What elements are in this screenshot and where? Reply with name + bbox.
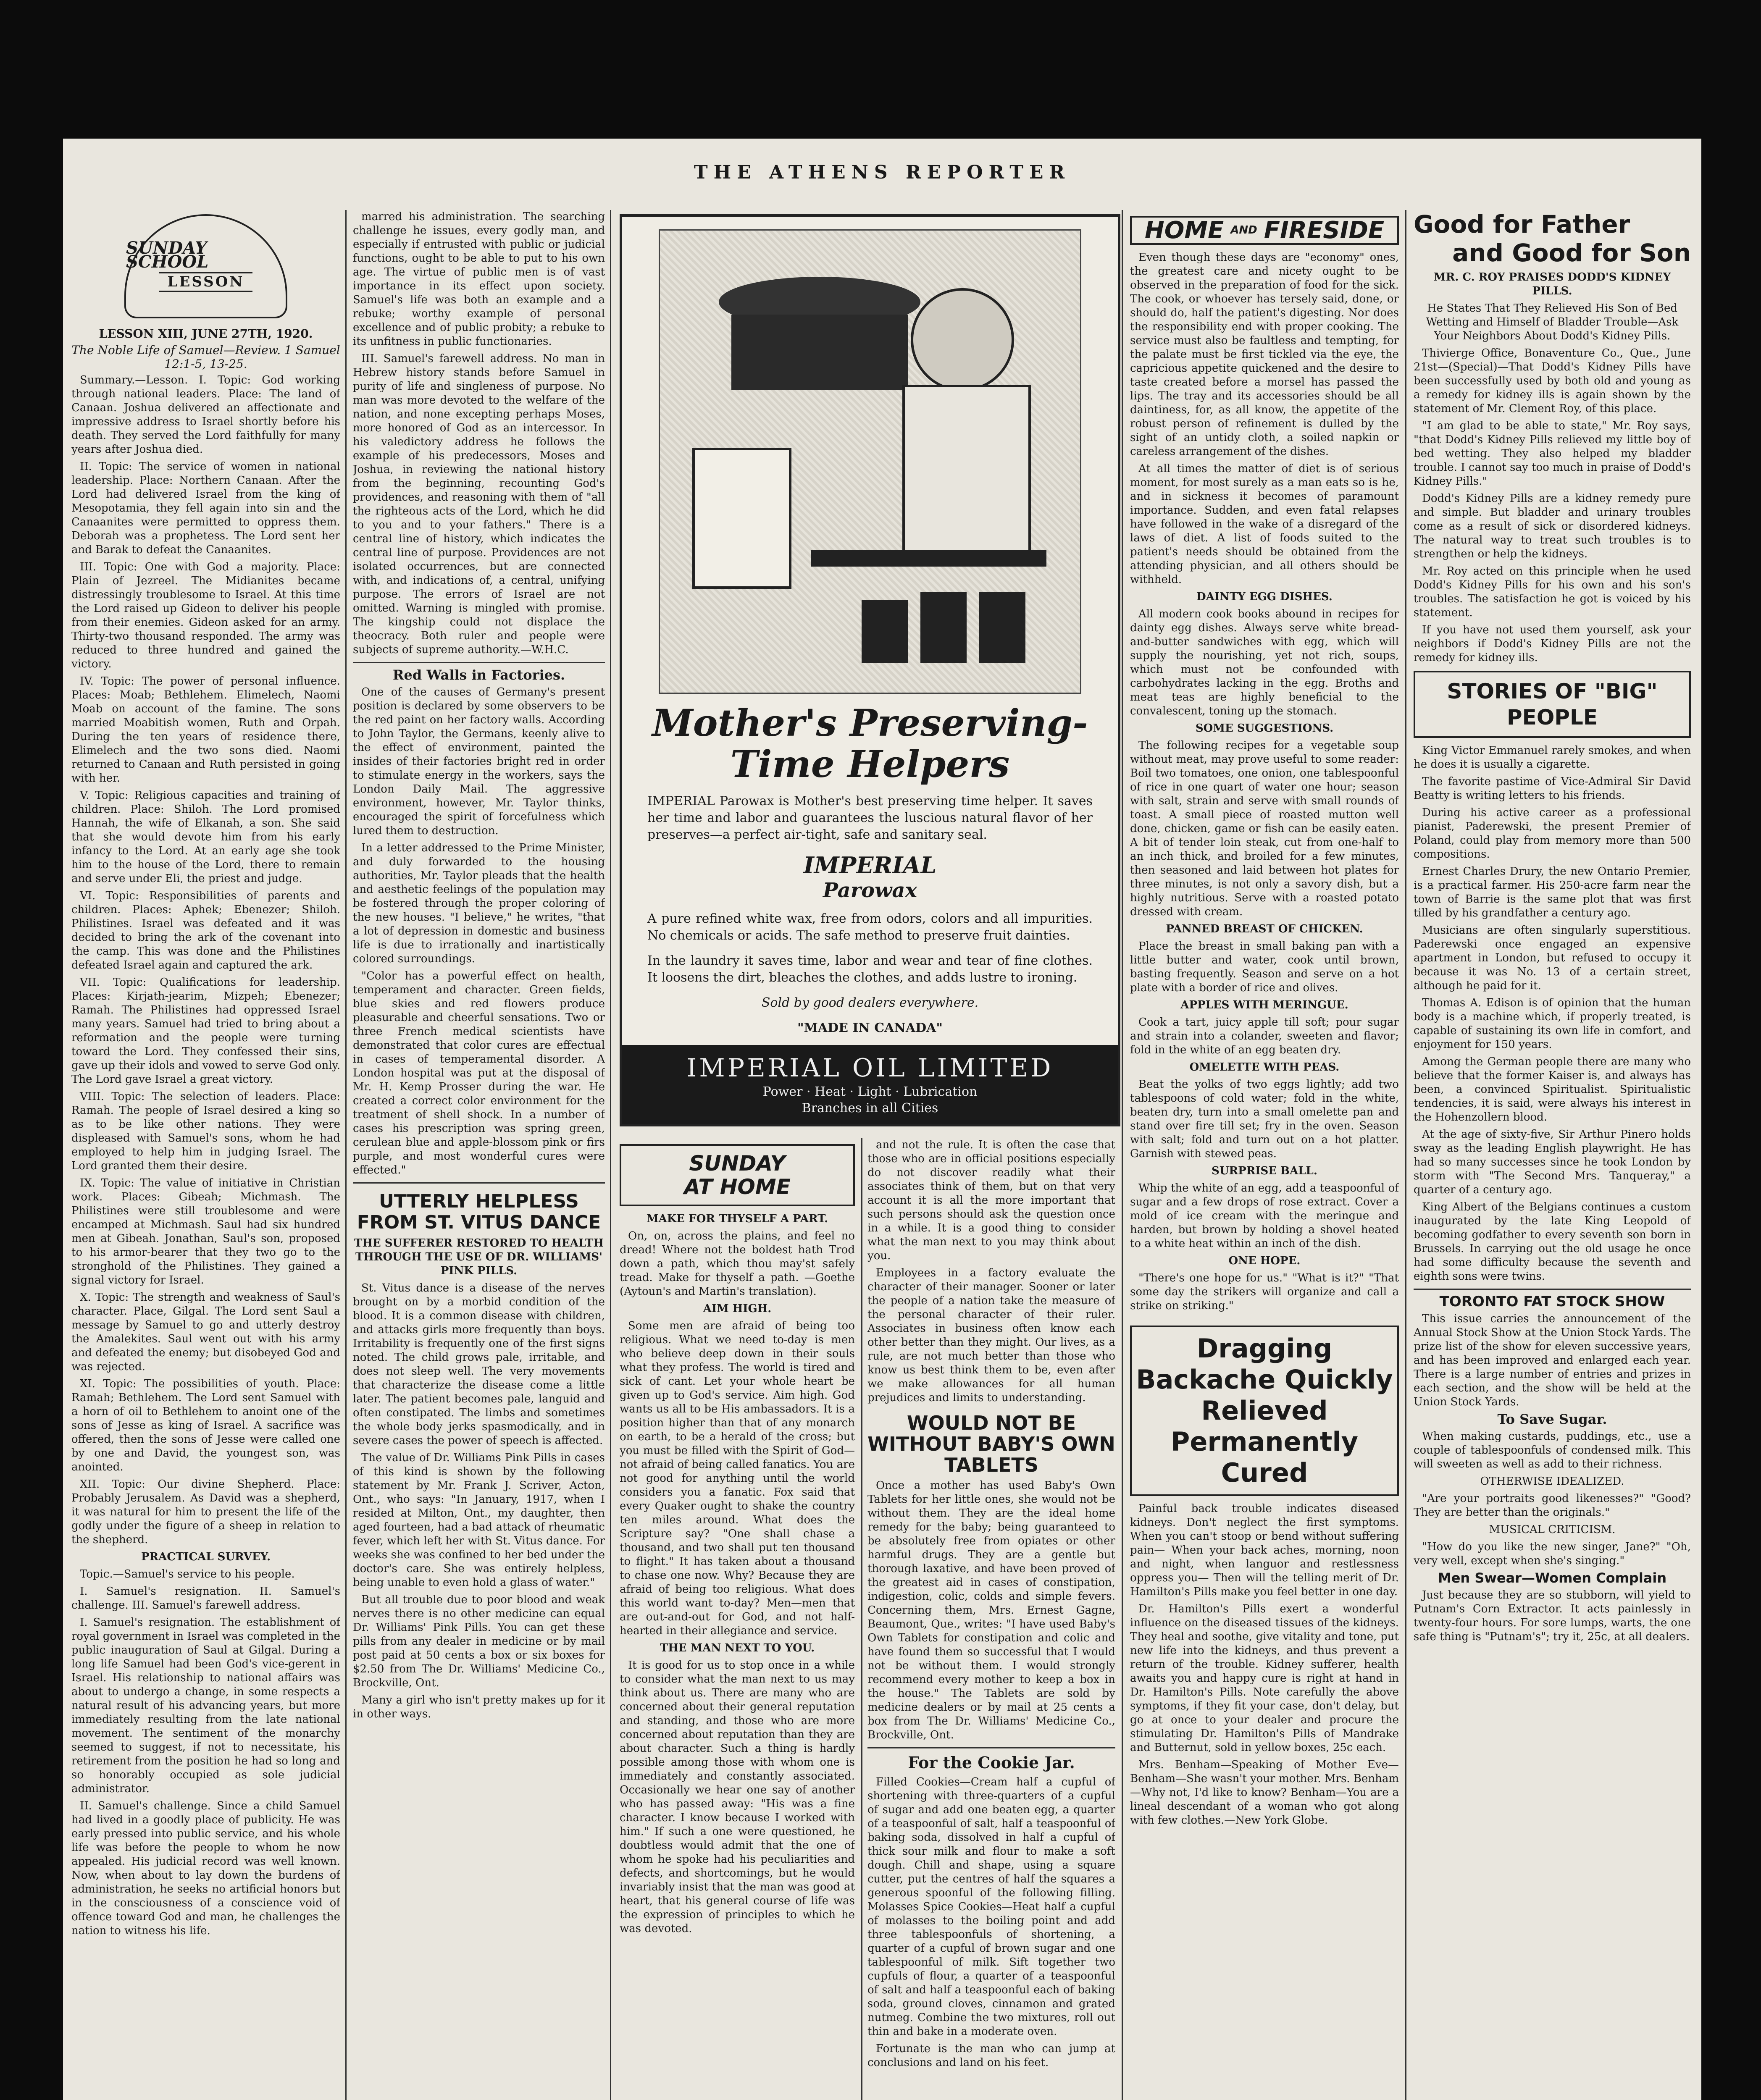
ad-footer <box>622 1045 1118 1124</box>
men-swear-text: Just because they are so stubborn, will yield to Putnam's Corn Extractor. It acts painlessly in twenty-four hours. For sore lumps, warts, the one safe thing is "Putnam's"; try it, 25c, at all dealers. <box>1414 1589 1691 1643</box>
home-paragraph: Even though these days are "economy" ones, the greatest care and nicety ought to be observed in the preparation of food for the sick. The cook, or whoever has tersely said, done, or should do, half the patient's digesting. Nor does the responsibility end with proper cooking. The service must also be faultless and tempting, for the palate must be first tickled via the eye, the capricious appetite quickened and the desire to taste created before a morsel has passed the lips. The tray and its accessories should be all daintiness, for, as all know, the appetite of the robust person of refinement is dulled by the sight of an untidy cloth, a soiled napkin or careless arrangement of the dishes. <box>1130 251 1399 458</box>
father-headline-b: and Good for Son <box>1452 239 1691 267</box>
ad-body-2: A pure refined white wax, free from odors, colors and all impurities. No chemicals or acids. The safe method to preserve fruit dainties. <box>647 911 1093 943</box>
surprise-ball-text: Whip the white of an egg, add a teaspoonful of sugar and a few drops of rose extract. Cover a mold of ice cream with the meringue and harden, but brown by holding a shovel heated to a white heat within an inch of the dish. <box>1130 1182 1399 1250</box>
criticism-heading: MUSICAL CRITICISM. <box>1489 1523 1616 1536</box>
benham-joke: Mrs. Benham—Speaking of Mother Eve—Benham—She wasn't your mother. Mrs. Benham—Why not, I'd like to know? Benham—You are a lineal descendant of a woman who got along with few clothes.—New York Globe. <box>1130 1759 1399 1827</box>
stories-paragraph: The favorite pastime of Vice-Admiral Sir David Beatty is writing letters to his friends. <box>1414 775 1691 802</box>
stories-header: STORIES OF "BIG" PEOPLE <box>1414 671 1691 738</box>
red-walls-paragraph: In a letter addressed to the Prime Minister, and duly forwarded to the housing authorities, Mr. Taylor pleads that the health and aesthetic feelings of the population may be fostered through the proper coloring of the new houses. "I believe," he writes, "that a lot of depression in domestic and business life is due to irrationally and inartistically colored surroundings. <box>353 842 605 965</box>
column-sunday-at-home <box>620 1138 855 2100</box>
ad-headline: Mother's Preserving-Time Helpers <box>652 701 1088 786</box>
man-next-heading: THE MAN NEXT TO YOU. <box>660 1642 815 1654</box>
column-home-fireside <box>1130 210 1399 2100</box>
idealized-text: "Are your portraits good likenesses?" "Good? They are better than the originals." <box>1414 1492 1691 1519</box>
lesson-paragraph: III. Samuel's farewell address. No man in Hebrew history stands before Samuel in purity of life and singleness of purpose. No man was more devoted to the welfare of the nation, and none excepting perhaps Moses, more honored of God as an intercessor. In his valedictory address he follows the example of his predecessors, Moses and Joshua, in reviewing the national history from the beginning, recounting God's providences, and reasoning with them of "all the righteous acts of the Lord, which he did to you and to your fathers." There is a central line of history, which indicates the central line of purpose. Providences are not isolated occurrences, but are connected with, and indications of, a central, unifying purpose. The errors of Israel are not omitted. Warning is mingled with promise. The kingship could not displace the theocracy. Both ruler and people were subjects of supreme authority.—W.H.C. <box>353 352 605 656</box>
lesson-number: LESSON XIII, JUNE 27TH, 1920. <box>99 327 313 341</box>
surprise-ball-heading: SURPRISE BALL. <box>1212 1165 1317 1177</box>
parowax-box-bottom: Parowax <box>823 879 917 902</box>
one-hope-text: "There's one hope for us." "What is it?" "That some day the strikers will organize and call a strike on striking." <box>1130 1272 1399 1312</box>
apples-text: Cook a tart, juicy apple till soft; pour sugar and strain into a colander, sweeten and flavor; fold in the white of an egg beaten dry. <box>1130 1016 1399 1056</box>
poem-text: On, on, across the plains, and feel no dread! Where not the boldest hath Trod down a path, which thou may'st safely tread. Make for thyself a path. —Goethe (Aytoun's and Martin's translation). <box>620 1230 855 1298</box>
column-divider <box>1122 210 1123 2100</box>
column-divider <box>610 210 611 2100</box>
home-header-b: FIRESIDE <box>1264 217 1385 244</box>
ad-company-branches: Branches in all Cities <box>802 1101 938 1116</box>
lesson-paragraph: VIII. Topic: The selection of leaders. Place: Ramah. The people of Israel desired a king so as to be like other nations. They were displeased with Samuel's sons, whom he had employed to help him in judging Israel. The Lord granted them their desire. <box>71 1090 340 1172</box>
ad-sold-by: Sold by good dealers everywhere. <box>761 995 979 1010</box>
home-header-and: AND <box>1230 224 1257 236</box>
divider <box>353 1182 605 1184</box>
sunday-at-home-header <box>620 1144 855 1206</box>
st-vitus-paragraph: But all trouble due to poor blood and weak nerves there is no other medicine can equal Dr. Williams' Pink Pills. You can get these pills from any dealer in medicine or by mail post paid at 50 cents a box or six boxes for $2.50 from The Dr. Williams' Medicine Co., Brockville, Ont. <box>353 1593 605 1689</box>
lesson-paragraph: I. Samuel's resignation. The establishment of royal government in Israel was completed in the public inauguration of Saul at Gilgal. During a long life Samuel had been God's vice-gerent in Israel. His relationship to national affairs was about to undergo a change, in some respects a natural result of his advancing years, but more immediately resulting from the late national movement. The sentiment of the monarchy seemed to suggest, if not to necessitate, his retirement from the position he had so long and so honorably occupied as sole judicial administrator. <box>71 1616 340 1795</box>
backache-text: Dr. Hamilton's Pills exert a wonderful influence on the diseased tissues of the kidneys. They heal and soothe, give vitality and tone, put new life into the kidneys, and thus prevent a return of the trouble. Kidney sufferer, health awaits you and happy cure is right at hand in Dr. Hamilton's Pills. Note carefully the above symptoms, if they fit your case, don't delay, but go at once to your dealer and procure the stimulating Dr. Hamilton's Pills of Mandrake and Butternut, sold in yellow boxes, 25c each. <box>1130 1603 1399 1754</box>
lesson-paragraph: V. Topic: Religious capacities and training of children. Place: Shiloh. The Lord promised Hannah, the wife of Elkanah, a son. She said that she would devote him from his early infancy to the Lord. At an early age she took him to the house of the Lord, there to remain and serve under Eli, the priest and judge. <box>71 789 340 885</box>
st-vitus-paragraph: Many a girl who isn't pretty makes up for it in other ways. <box>353 1694 605 1720</box>
divider <box>353 662 605 663</box>
st-vitus-subhead: THE SUFFERER RESTORED TO HEALTH THROUGH THE USE OF DR. WILLIAMS' PINK PILLS. <box>354 1237 604 1277</box>
parowax-box-label <box>622 852 1118 902</box>
ad-body: IMPERIAL Parowax is Mother's best preserving time helper. It saves her time and labor and guarantees the luscious natural flavor of her preserves—a perfect air-tight, safe and sanitary seal. <box>647 794 1093 842</box>
cookie-jar-text: Filled Cookies—Cream half a cupful of shortening with three-quarters of a cupful of sugar and add one beaten egg, a quarter of a teaspoonful of salt, half a teaspoonful of baking soda, dissolved in half a cupful of thick sour milk and flour to make a soft dough. Chill and shape, using a square cutter, put the centres of half the squares a generous spoonful of the following filling. Molasses Spice Cookies—Heat half a cupful of molasses to the boiling point and add three tablespoonfuls of shortening, a quarter of a cupful of brown sugar and one tablespoonful of milk. Sift together two cupfuls of flour, a quarter of a teaspoonful of salt and half a teaspoonful each of baking soda, ground cloves, cinnamon and grated nutmeg. Combine the two mixtures, roll out thin and bake in a moderate oven. <box>867 1776 1115 2038</box>
omelette-heading: OMELETTE WITH PEAS. <box>1189 1061 1340 1074</box>
woman-preserving-illustration <box>659 229 1081 694</box>
baby-tablets-headline: WOULD NOT BE WITHOUT BABY'S OWN TABLETS <box>867 1412 1115 1476</box>
divider <box>867 1747 1115 1748</box>
lesson-paragraph: XI. Topic: The possibilities of youth. Place: Ramah; Bethlehem. The Lord sent Samuel with a horn of oil to Bethlehem to anoint one of the sons of Jesse as king of Israel. A sacrifice was offered, then the sons of Jesse were called one by one and David, the youngest son, was anointed. <box>71 1378 340 1473</box>
chicken-heading: PANNED BREAST OF CHICKEN. <box>1166 923 1363 935</box>
sunday-school-header-bottom: LESSON <box>159 272 253 292</box>
father-headline-a: Good for Father <box>1414 210 1630 239</box>
man-next-text-cont: Employees in a factory evaluate the character of their manager. Sooner or later the people of a nation take the measure of the personal character of their ruler. Associates in business often know each other better than they might. Our lives, as a rule, are not much better than those who know us best think them to be, even after we make allowances for all human prejudices and limits to understanding. <box>867 1267 1115 1404</box>
sunday-school-header-top: SUNDAY SCHOOL <box>126 238 209 272</box>
father-paragraph: Thivierge Office, Bonaventure Co., Que., June 21st—(Special)—That Dodd's Kidney Pills have been successfully used by both old and young as a remedy for kidney ills is again shown by the statement of Mr. Clement Roy, of this place. <box>1414 347 1691 415</box>
divider <box>1414 1289 1691 1290</box>
newspaper-page <box>63 139 1701 2100</box>
sunday-header-b: AT HOME <box>684 1175 791 1199</box>
lesson-paragraph: III. Topic: One with God a majority. Place: Plain of Jezreel. The Midianites became distressingly troublesome to Israel. At this time the Lord raised up Gideon to deliver his people from their enemies. Gideon asked for an army. Thirty-two thousand responded. The army was reduced to three hundred and gained the victory. <box>71 561 340 670</box>
father-paragraph: Mr. Roy acted on this principle when he used Dodd's Kidney Pills for his own and his son's troubles. The satisfaction he got is voiced by his statement. <box>1414 565 1691 619</box>
lesson-title: The Noble Life of Samuel—Review. 1 Samuel 12:1-5, 13-25. <box>71 343 340 371</box>
home-header-a: HOME <box>1144 217 1224 244</box>
baby-tablets-text: Once a mother has used Baby's Own Tablets for her little ones, she would not be without them. They are the ideal home remedy for the baby; being guaranteed to be absolutely free from opiates or other harmful drugs. They are a gentle but thorough laxative, and have been proved of the greatest aid in cases of constipation, indigestion, colic, colds and simple fevers. Concerning them, Mrs. Ernest Gagne, Beaumont, Que., writes: "I have used Baby's Own Tablets for constipation and colic and have found them so successful that I would not be without them. I would strongly recommend every mother to keep a box in the house." The Tablets are sold by medicine dealers or by mail at 25 cents a box from The Dr. Williams' Medicine Co., Brockville, Ont. <box>867 1479 1115 1741</box>
lesson-paragraph: IX. Topic: The value of initiative in Christian work. Places: Gibeah; Michmash. The Philistines were still troublesome and were encamped at Michmash. Saul had six hundred men at Gibeah. Jonathan, Saul's son, proposed to his armor-bearer that they two go to the stronghold of the Philistines. They gained a signal victory for Israel. <box>71 1177 340 1286</box>
suggestions-heading: SOME SUGGESTIONS. <box>1195 722 1334 735</box>
ad-company-name: IMPERIAL OIL LIMITED <box>686 1053 1054 1083</box>
column-divider <box>1405 210 1406 2100</box>
red-walls-paragraph: One of the causes of Germany's present position is declared by some observers to be the red paint on her factory walls. According to John Taylor, the Germans, keenly alive to the effect of environment, painted the insides of their factories bright red in order to stimulate energy in the workers, says the London Daily Mail. The aggressive environment, however, Mr. Taylor thinks, encouraged the spirit of forcefulness which lured them to destruction. <box>353 686 605 837</box>
men-swear-heading: Men Swear—Women Complain <box>1438 1570 1667 1586</box>
column-six <box>1414 210 1691 2100</box>
poem-title: MAKE FOR THYSELF A PART. <box>646 1213 828 1225</box>
lesson-paragraph: X. Topic: The strength and weakness of Saul's character. Place, Gilgal. The Lord sent Saul a message by Samuel to go and utterly destroy the Amalekites. Saul went out with his army and defeated the enemy; but disobeyed God and was rejected. <box>71 1291 340 1373</box>
man-next-text-cont: and not the rule. It is often the case that those who are in official positions especially do not discover readily what their associates think of them, but on that very account it is all the more important that such persons should ask the question once in a while. It is a good thing to consider what the man next to you may think about you. <box>867 1139 1115 1262</box>
stories-paragraph: Thomas A. Edison is of opinion that the human body is a machine which, if properly treated, is capable of sustaining its own life in comfort, and enjoyment for 150 years. <box>1414 997 1691 1051</box>
lesson-paragraph: Topic.—Samuel's service to his people. <box>80 1568 295 1580</box>
column-divider <box>345 210 347 2100</box>
stories-paragraph: Among the German people there are many who believe that the former Kaiser is, and always has been, a convinced Spiritualist. Spiritualistic tendencies, it is said, were always his interest in the Hohenzollern blood. <box>1414 1055 1691 1124</box>
father-subhead: MR. C. ROY PRAISES DODD'S KIDNEY PILLS. <box>1433 271 1671 297</box>
father-subhead-2: He States That They Relieved His Son of Bed Wetting and Himself of Bladder Trouble—Ask Your Neighbors About Dodd's Kidney Pills. <box>1426 302 1679 342</box>
stories-paragraph: During his active career as a professional pianist, Paderewski, the present Premier of Poland, could play from memory more than 500 compositions. <box>1414 806 1691 861</box>
home-paragraph: At all times the matter of diet is of serious moment, for most surely as a man eats so is he, and in sickness it becomes of paramount importance. Sudden, and even fatal relapses have followed in the wake of a disregard of the laws of diet. A list of foods suited to the patient's needs should be obtained from the attending physician, and all others should be withheld. <box>1130 462 1399 586</box>
st-vitus-headline: UTTERLY HELPLESS FROM ST. VITUS DANCE <box>357 1191 601 1233</box>
stories-paragraph: Musicians are often singularly superstitious. Paderewski once engaged an expensive apartment in London, but refused to occupy it because it was No. 13 of a certain street, although he paid for it. <box>1414 924 1691 992</box>
father-paragraph: If you have not used them yourself, ask your neighbors if Dodd's Kidney Pills are not the remedy for kidney ills. <box>1414 624 1691 664</box>
fortunate-text: Fortunate is the man who can jump at conclusions and land on his feet. <box>867 2042 1115 2069</box>
aim-high-text: Some men are afraid of being too religious. What we need to-day is men who believe deep down in their souls what they profess. The world is tired and sick of cant. Let your whole heart be given up to God's service. Aim high. God wants us all to be His ambassadors. It is a position higher than that of any monarch on earth, to be a herald of the cross; but you must be filled with the Spirit of God—not afraid of being called fanatics. You are not good for anything until the world considers you a fanatic. Fox said that every Quaker ought to shake the country ten miles around. What does the Scripture say? "One shall chase a thousand, and two shall put ten thousand to flight." It has taken about a thousand to chase one now. Why? Because they are afraid of being too religious. What does this world want to-day? Men—men that are out-and-out for God, and not half-hearted in their allegiance and service. <box>620 1320 855 1637</box>
ad-company-tagline: Power · Heat · Light · Lubrication <box>762 1084 978 1099</box>
lesson-paragraph: Summary.—Lesson. I. Topic: God working through national leaders. Place: The land of Canaan. Joshua delivered an affectionate and impressive address to Israel shortly before his death. They served the Lord faithfully for many years after Joshua died. <box>71 374 340 456</box>
lesson-paragraph: marred his administration. The searching challenge he issues, every godly man, and especially if entrusted with public or judicial functions, ought to be able to put to his own age. The virtue of public men is of vast importance in its effect upon society. Samuel's life was both an example and a rebuke; worthy example of personal excellence and of public probity; a rebuke to its unfitness in public functionaries. <box>353 210 605 348</box>
stories-paragraph: At the age of sixty-five, Sir Arthur Pinero holds sway as the leading English playwright. He has had so many successes since he took London by storm with "The Second Mrs. Tanqueray," a quarter of a century ago. <box>1414 1128 1691 1196</box>
aim-high-heading: AIM HIGH. <box>703 1302 772 1315</box>
lesson-paragraph: IV. Topic: The power of personal influence. Places: Moab; Bethlehem. Elimelech, Naomi Moab on account of the famine. The sons married Moabitish women, Ruth and Orpah. During the ten years of residence there, Elimelech and the two sons died. Naomi returned to Canaan and Ruth persisted in going with her. <box>71 675 340 785</box>
sunday-header-a: SUNDAY <box>689 1151 786 1176</box>
parowax-box-top: IMPERIAL <box>803 852 937 879</box>
ad-made-in: "MADE IN CANADA" <box>797 1021 943 1035</box>
father-paragraph: "I am glad to be able to state," Mr. Roy says, "that Dodd's Kidney Pills relieved my little boy of bed wetting. They also helped my bladder trouble. I cannot say too much in praise of Dodd's Kidney Pills." <box>1414 420 1691 488</box>
column-sunday-school <box>71 210 340 2100</box>
red-walls-paragraph: "Color has a powerful effect on health, temperament and character. Green fields, blue skies and red flowers produce pleasurable and cheerful sensations. Two or three French medical scientists have demonstrated that color cures are effectual in cases of temperamental disorder. A London hospital was put at the disposal of Mr. H. Kemp Prosser during the war. He created a correct color environment for the treatment of shell shock. In a number of cases his prescription was spring green, cerulean blue and apple-blossom pink or firs purple, and most wonderful cures were effected." <box>353 970 605 1176</box>
omelette-text: Beat the yolks of two eggs lightly; add two tablespoons of cold water; fold in the white, beaten dry, turn into a small omelette pan and stand over fire till set; fry in the oven. Season with salt; fold and turn out on a hot platter. Garnish with stewed peas. <box>1130 1078 1399 1160</box>
column-four <box>867 1138 1115 2100</box>
backache-text: Painful back trouble indicates diseased kidneys. Don't neglect the first symptoms. When you can't stoop or bend without suffering pain— When your back aches, morning, noon and night, when languor and restlessness oppress you— Then will the telling merit of Dr. Hamilton's Pills make you feel better in one day. <box>1130 1502 1399 1598</box>
lesson-paragraph: VI. Topic: Responsibilities of parents and children. Places: Aphek; Ebenezer; Shiloh. Philistines. Israel was defeated and it was decided to bring the ark of the covenant into the camp. This was done and the Philistines defeated Israel again and captured the ark. <box>71 890 340 971</box>
masthead-title: THE ATHENS REPORTER <box>694 161 1071 183</box>
idealized-heading: OTHERWISE IDEALIZED. <box>1480 1475 1624 1488</box>
stories-paragraph: Ernest Charles Drury, the new Ontario Premier, is a practical farmer. His 250-acre farm near the town of Barrie is the same plot that was first tilled by his grandfather a century ago. <box>1414 865 1691 919</box>
sugar-text: When making custards, puddings, etc., use a couple of tablespoonfuls of condensed milk. This will sweeten as well as add to their richness. <box>1414 1430 1691 1470</box>
lesson-list: I. Samuel's resignation. II. Samuel's challenge. III. Samuel's farewell address. <box>71 1585 340 1612</box>
sunday-school-header <box>124 214 287 318</box>
lesson-paragraph: II. Samuel's challenge. Since a child Samuel had lived in a goodly place of publicity. He was early pressed into public service, and his whole life was before the people to whom he now appealed. His judicial record was well known. Now, when about to lay down the burdens of administration, he seeks no artificial honors but in the consciousness of a conscience void of offence toward God and man, he challenges the nation to witness his life. <box>71 1800 340 1937</box>
criticism-text: "How do you like the new singer, Jane?" "Oh, very well, except when she's singing." <box>1414 1541 1691 1567</box>
ad-body-3: In the laundry it saves time, labor and wear and tear of fine clothes. It loosens the dirt, bleaches the clothes, and adds lustre to ironing. <box>647 953 1093 985</box>
practical-survey-heading: PRACTICAL SURVEY. <box>141 1551 271 1563</box>
column-two <box>353 210 605 2100</box>
egg-dishes-heading: DAINTY EGG DISHES. <box>1196 591 1333 603</box>
lesson-paragraph: VII. Topic: Qualifications for leadership. Places: Kirjath-jearim, Mizpeh; Ebenezer; Ramah. The Philistines had oppressed Israel many years. Samuel had tried to bring about a reformation and the people were turning toward the Lord. They confessed their sins, gave up their idols and vowed to serve God only. The Lord gave Israel a great victory. <box>71 976 340 1086</box>
st-vitus-paragraph: The value of Dr. Williams Pink Pills in cases of this kind is shown by the following statement by Mr. Frank J. Scriver, Acton, Ont., who says: "In January, 1917, when I resided at Milton, Ont., my daughter, then aged fourteen, had a bad attack of rheumatic fever, which left her with St. Vitus dance. For weeks she was confined to her bed under the doctor's care. She was entirely helpless, being unable to even hold a glass of water." <box>353 1452 605 1589</box>
cookie-jar-heading: For the Cookie Jar. <box>908 1753 1075 1772</box>
st-vitus-paragraph: St. Vitus dance is a disease of the nerves brought on by a morbid condition of the blood. It is a common disease with children, and attacks girls more frequently than boys. Irritability is frequently one of the first signs noted. The child grows pale, irritable, and does not sleep well. The very movements that characterize the disease come a little later. The patient becomes pale, languid and often constipated. The limbs and sometimes the whole body jerks spasmodically, and in severe cases the power of speech is affected. <box>353 1282 605 1447</box>
sugar-heading: To Save Sugar. <box>1497 1411 1607 1427</box>
masthead <box>80 139 1685 206</box>
imperial-parowax-ad <box>620 214 1120 1126</box>
father-paragraph: Dodd's Kidney Pills are a kidney remedy pure and simple. But bladder and urinary troubles come as a result of sick or disordered kidneys. The natural way to treat such troubles is to strengthen or help the kidneys. <box>1414 492 1691 560</box>
man-next-text: It is good for us to stop once in a while to consider what the man next to us may think about us. There are many who are concerned about their general reputation and standing, and those who are more concerned about reputation than they are about character. Such a thing is hardly possible among those with whom one is immediately and constantly associated. Occasionally we hear one say of another who has passed away: "His was a fine character. I know because I worked with him." If such a one were questioned, he doubtless would admit that the one of whom he spoke had his peculiarities and defects, and shortcomings, but he would invariably insist that the man was good at heart, that his general course of life was the expression of principles to which he was devoted. <box>620 1659 855 1935</box>
home-fireside-header <box>1130 216 1399 245</box>
backache-headline: Dragging Backache Quickly Relieved Permanently Cured <box>1130 1326 1399 1496</box>
stories-paragraph: King Victor Emmanuel rarely smokes, and when he does it is usually a cigarette. <box>1414 744 1691 771</box>
toronto-text: This issue carries the announcement of the Annual Stock Show at the Union Stock Yards. The prize list of the show for eleven successive years, and has been improved and enlarged each year. There is a large number of entries and prizes in each section, and the show will be held at the Union Stock Yards. <box>1414 1312 1691 1408</box>
illustration-svg <box>660 231 1080 693</box>
egg-dishes-text: All modern cook books abound in recipes for dainty egg dishes. Always serve white bread-and-butter sandwiches with egg, which will supply the nourishing, yet not rich, soups, which must not be confounded with carbohydrates lacking in the egg. Broths and meat teas are highly beneficial to the convalescent, toning up the stomach. <box>1130 608 1399 717</box>
red-walls-heading: Red Walls in Factories. <box>392 667 565 683</box>
apples-heading: APPLES WITH MERINGUE. <box>1180 999 1348 1011</box>
one-hope-heading: ONE HOPE. <box>1228 1255 1301 1267</box>
stories-paragraph: King Albert of the Belgians continues a custom inaugurated by the late King Leopold of becoming godfather to every seventh son born in Brussels. In carrying out the old usage he once had some difficulty because the seventh and eighth sons were twins. <box>1414 1201 1691 1283</box>
toronto-heading: TORONTO FAT STOCK SHOW <box>1439 1293 1665 1310</box>
lesson-paragraph: XII. Topic: Our divine Shepherd. Place: Probably Jerusalem. As David was a shepherd, it was natural for him to present the life of the godly under the figure of a sheep in relation to the shepherd. <box>71 1478 340 1546</box>
lesson-paragraph: II. Topic: The service of women in national leadership. Place: Northern Canaan. After the Lord had delivered Israel from the king of Mesopotamia, they fell again into sin and the Canaanites were permitted to oppress them. Deborah was a prophetess. The Lord sent her and Barak to defeat the Canaanites. <box>71 460 340 556</box>
suggestions-text: The following recipes for a vegetable soup without meat, may prove useful to some reader: Boil two tomatoes, one onion, one tablespoonful of rice in one quart of water one hour; season with salt, strain and serve with small rounds of toast. A small piece of roasted mutton well done, chicken, game or fish can be easily eaten. A bit of tender loin steak, cut from one-half to an inch thick, and broiled for a few minutes, then seasoned and laid between hot plates for three minutes, is not only a savory dish, but a highly nutritious. Serve with a roasted potato dressed with cream. <box>1130 739 1399 918</box>
chicken-text: Place the breast in small baking pan with a little butter and water, cook until brown, basting frequently. Season and serve on a hot plate with a border of rice and olives. <box>1130 940 1399 994</box>
column-divider <box>861 1138 862 2100</box>
